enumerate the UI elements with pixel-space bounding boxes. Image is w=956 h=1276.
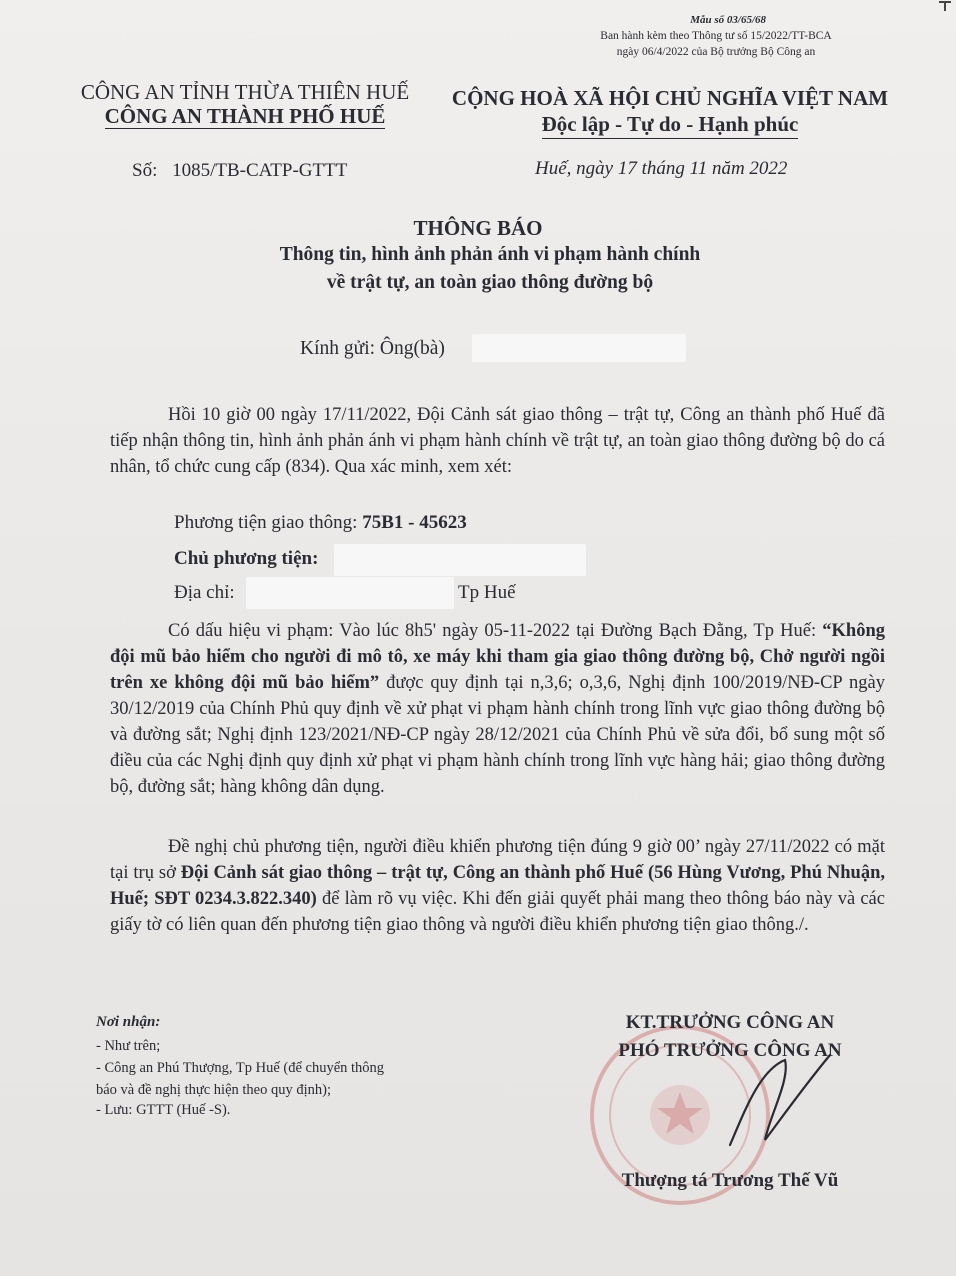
owner-label: Chủ phương tiện: — [174, 548, 319, 569]
greeting: Kính gửi: Ông(bà) — [300, 338, 445, 359]
agency-parent: CÔNG AN TỈNH THỪA THIÊN HUẾ — [80, 80, 410, 104]
request-location: Đội Cảnh sát giao thông – trật tự, Công an thành phố Huế (56 Hùng Vương, Phú Nhuận, Huế; SĐT 0234.3.822.340) — [110, 863, 886, 909]
form-code: Mẫu số 03/65/68 — [690, 14, 766, 26]
redacted-name — [472, 334, 686, 362]
recipients-title: Nơi nhận: — [96, 1014, 161, 1030]
violation-description: “Không đội mũ bảo hiểm cho người đi mô tô, xe máy khi tham gia giao thông đường bộ, Chở người ngồi trên xe không đội mũ bảo hiểm” — [110, 621, 885, 693]
signer-name: Thượng tá Trương Thế Vũ — [621, 1170, 839, 1191]
recipient-item: - Như trên; — [96, 1038, 161, 1054]
document-number-value: 1085/TB-CATP-GTTT — [172, 160, 348, 181]
violation-lead: Có dấu hiệu vi phạm: Vào lúc 8h5' ngày 05-11-2022 tại Đường Bạch Đằng, Tp Huế: — [168, 621, 823, 641]
agency-name-text: CÔNG AN THÀNH PHỐ HUẾ — [104, 104, 386, 128]
document-subtitle-1: Thông tin, hình ảnh phản ánh vi phạm hành chính — [279, 244, 701, 265]
national-title: CỘNG HOÀ XÃ HỘI CHỦ NGHĨA VIỆT NAM — [451, 86, 889, 110]
vehicle-label: Phương tiện giao thông: — [174, 512, 358, 533]
motto-text: Độc lập - Tự do - Hạnh phúc — [542, 112, 799, 139]
signature-authority-2: PHÓ TRƯỞNG CÔNG AN — [618, 1040, 842, 1061]
redacted-owner — [334, 544, 586, 576]
recipient-item: báo và đề nghị thực hiện theo quy định); — [96, 1082, 331, 1098]
document-title: THÔNG BÁO — [413, 216, 543, 240]
signature-authority-1: KT.TRƯỞNG CÔNG AN — [625, 1012, 835, 1033]
violation-legal-basis: được quy định tại n,3,6; o,3,6, Nghị định 100/2019/NĐ-CP ngày 30/12/2019 của Chính Phủ quy định về xử phạt vi phạm hành chính trong lĩnh vực giao thông đường bộ và đường sắt; Nghị định 123/2021/NĐ-CP ngày 28/12/2021 của Chính Phủ về sửa đổi, bổ sung một số điều của các Nghị định quy định xử phạt vi phạm hành chính trong lĩnh vực hàng hải; giao thông đường bộ, đường sắt; hàng không dân dụng. — [110, 673, 885, 797]
redacted-address — [246, 577, 454, 609]
corner-mark — [938, 0, 952, 12]
recipient-item: - Công an Phú Thượng, Tp Huế (để chuyển thông — [96, 1060, 385, 1076]
request-lead: Đề nghị chủ phương tiện, người điều khiển phương tiện đúng 9 giờ 00’ ngày 27/11/2022 có mặt tại trụ sở — [110, 837, 885, 883]
request-rest: để làm rõ vụ việc. Khi đến giải quyết phải mang theo thông báo này và các giấy tờ có liên quan đến phương tiện giao thông và người điều khiển phương tiện giao thông./. — [110, 889, 885, 935]
place-date: Huế, ngày 17 tháng 11 năm 2022 — [535, 158, 788, 179]
document-subtitle-2: về trật tự, an toàn giao thông đường bộ — [326, 272, 654, 293]
form-note-line1: Ban hành kèm theo Thông tư số 15/2022/TT-BCA — [600, 30, 832, 42]
violation-paragraph — [110, 618, 885, 800]
intro-paragraph: Hồi 10 giờ 00 ngày 17/11/2022, Đội Cảnh sát giao thông – trật tự, Công an thành phố Huế đã tiếp nhận thông tin, hình ảnh phản ánh vi phạm hành chính về trật tự, an toàn giao thông đường bộ do cá nhân, tổ chức cung cấp (834). Qua xác minh, xem xét: — [110, 405, 885, 477]
document-number — [132, 160, 347, 182]
document-number-label: Số: — [132, 160, 158, 181]
form-note — [566, 28, 866, 60]
address-label: Địa chỉ: — [174, 582, 235, 603]
recipient-item: - Lưu: GTTT (Huế -S). — [96, 1102, 231, 1118]
agency-name — [60, 104, 430, 129]
address-city: Tp Huế — [458, 582, 516, 603]
license-plate: 75B1 - 45623 — [362, 512, 467, 533]
request-paragraph — [110, 834, 885, 938]
vehicle-line — [174, 512, 467, 534]
form-note-line2: ngày 06/4/2022 của Bộ trưởng Bộ Công an — [616, 46, 816, 58]
handwritten-signature — [690, 1040, 860, 1160]
national-motto — [450, 112, 890, 137]
